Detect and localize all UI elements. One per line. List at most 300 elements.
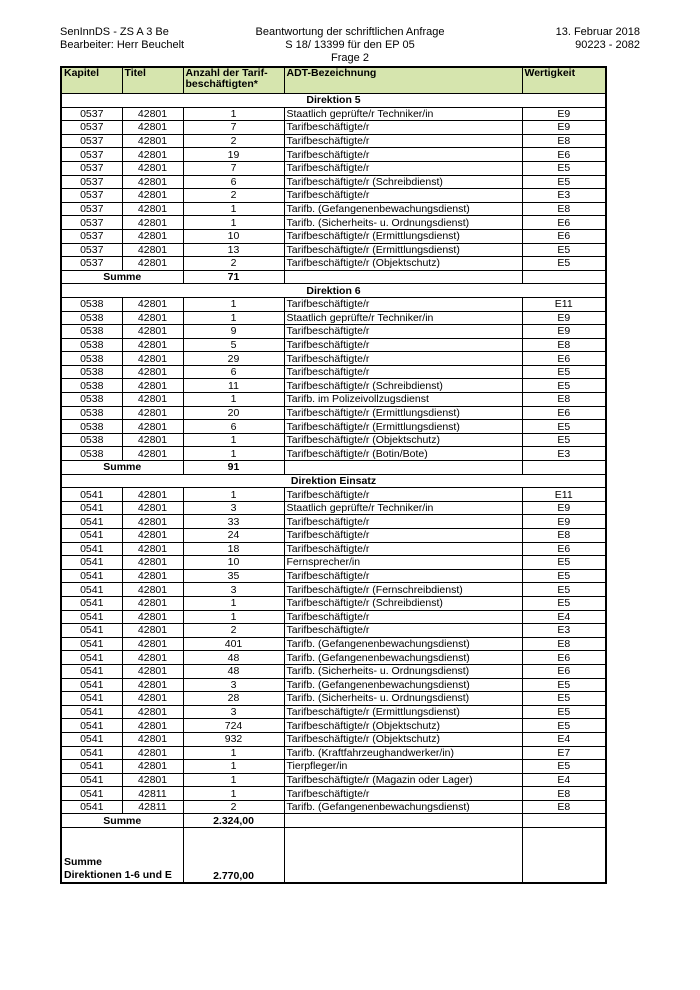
cell-wertigkeit: E6 xyxy=(522,352,606,366)
table-row xyxy=(61,202,606,216)
cell-adt: Tarifbeschäftigte/r (Botin/Bote) xyxy=(284,447,522,461)
cell-titel: 42801 xyxy=(122,760,183,774)
table-row xyxy=(61,175,606,189)
cell-wertigkeit: E8 xyxy=(522,202,606,216)
cell-wertigkeit: E5 xyxy=(522,556,606,570)
cell-anzahl: 1 xyxy=(183,760,284,774)
cell-wertigkeit: E6 xyxy=(522,216,606,230)
table-row xyxy=(61,515,606,529)
cell-titel: 42801 xyxy=(122,148,183,162)
cell-kapitel: 0541 xyxy=(61,637,122,651)
table-row xyxy=(61,257,606,271)
cell-kapitel: 0541 xyxy=(61,692,122,706)
cell-anzahl: 1 xyxy=(183,596,284,610)
cell-anzahl: 1 xyxy=(183,787,284,801)
table-row xyxy=(61,773,606,787)
cell-kapitel: 0538 xyxy=(61,365,122,379)
cell-wertigkeit: E8 xyxy=(522,134,606,148)
cell-adt: Tarifb. (Sicherheits- u. Ordnungsdienst) xyxy=(284,692,522,706)
cell-adt: Tarifbeschäftigte/r (Objektschutz) xyxy=(284,433,522,447)
cell-titel: 42801 xyxy=(122,610,183,624)
cell-wertigkeit: E3 xyxy=(522,189,606,203)
col-header-anzahl: Anzahl der Tarif-beschäftigten* xyxy=(183,67,284,94)
cell-adt: Tarifbeschäftigte/r xyxy=(284,529,522,543)
cell-wertigkeit: E8 xyxy=(522,637,606,651)
cell-titel: 42801 xyxy=(122,732,183,746)
cell-wertigkeit: E9 xyxy=(522,515,606,529)
cell-titel: 42801 xyxy=(122,352,183,366)
cell-kapitel: 0537 xyxy=(61,134,122,148)
table-row xyxy=(61,420,606,434)
cell-titel: 42801 xyxy=(122,447,183,461)
group-header-row xyxy=(61,474,606,488)
grand-total-row xyxy=(61,828,606,884)
cell-anzahl: 5 xyxy=(183,338,284,352)
table-row xyxy=(61,760,606,774)
cell-anzahl: 1 xyxy=(183,311,284,325)
cell-anzahl: 1 xyxy=(183,447,284,461)
cell-titel: 42801 xyxy=(122,556,183,570)
cell-kapitel: 0537 xyxy=(61,107,122,121)
table-row xyxy=(61,637,606,651)
cell-titel: 42801 xyxy=(122,134,183,148)
cell-adt: Tarifbeschäftigte/r xyxy=(284,515,522,529)
cell-anzahl: 2 xyxy=(183,257,284,271)
cell-titel: 42801 xyxy=(122,705,183,719)
cell-adt: Tarifbeschäftigte/r (Objektschutz) xyxy=(284,257,522,271)
sum-empty-wertigkeit xyxy=(522,814,606,828)
cell-titel: 42801 xyxy=(122,311,183,325)
cell-adt: Tarifbeschäftigte/r xyxy=(284,488,522,502)
cell-wertigkeit: E6 xyxy=(522,406,606,420)
cell-kapitel: 0538 xyxy=(61,338,122,352)
header-question: Frage 2 xyxy=(331,52,369,64)
cell-kapitel: 0537 xyxy=(61,161,122,175)
table-row xyxy=(61,678,606,692)
cell-wertigkeit: E6 xyxy=(522,148,606,162)
cell-anzahl: 3 xyxy=(183,705,284,719)
cell-kapitel: 0541 xyxy=(61,529,122,543)
table-row xyxy=(61,338,606,352)
cell-wertigkeit: E8 xyxy=(522,800,606,814)
cell-titel: 42801 xyxy=(122,393,183,407)
table-row xyxy=(61,705,606,719)
cell-adt: Tarifb. (Gefangenenbewachungsdienst) xyxy=(284,800,522,814)
table-row xyxy=(61,325,606,339)
cell-anzahl: 6 xyxy=(183,365,284,379)
cell-kapitel: 0537 xyxy=(61,243,122,257)
cell-anzahl: 7 xyxy=(183,161,284,175)
cell-anzahl: 1 xyxy=(183,107,284,121)
cell-anzahl: 932 xyxy=(183,732,284,746)
cell-titel: 42801 xyxy=(122,107,183,121)
cell-titel: 42801 xyxy=(122,746,183,760)
cell-anzahl: 19 xyxy=(183,148,284,162)
cell-kapitel: 0537 xyxy=(61,216,122,230)
table-row xyxy=(61,624,606,638)
cell-wertigkeit: E3 xyxy=(522,447,606,461)
cell-wertigkeit: E8 xyxy=(522,338,606,352)
table-row xyxy=(61,121,606,135)
table-row xyxy=(61,529,606,543)
cell-adt: Tarifbeschäftigte/r xyxy=(284,161,522,175)
table-row xyxy=(61,583,606,597)
cell-titel: 42801 xyxy=(122,325,183,339)
cell-anzahl: 1 xyxy=(183,773,284,787)
cell-kapitel: 0541 xyxy=(61,515,122,529)
cell-wertigkeit: E5 xyxy=(522,678,606,692)
cell-wertigkeit: E5 xyxy=(522,420,606,434)
cell-kapitel: 0538 xyxy=(61,297,122,311)
cell-wertigkeit: E6 xyxy=(522,664,606,678)
cell-adt: Tarifbeschäftigte/r xyxy=(284,569,522,583)
cell-kapitel: 0537 xyxy=(61,121,122,135)
cell-anzahl: 35 xyxy=(183,569,284,583)
col-header-kapitel: Kapitel xyxy=(61,67,122,94)
header-department: SenInnDS - ZS A 3 Be xyxy=(60,26,169,38)
cell-adt: Tarifbeschäftigte/r xyxy=(284,297,522,311)
cell-titel: 42801 xyxy=(122,297,183,311)
cell-titel: 42811 xyxy=(122,800,183,814)
cell-adt: Tarifbeschäftigte/r (Objektschutz) xyxy=(284,732,522,746)
cell-titel: 42801 xyxy=(122,202,183,216)
cell-wertigkeit: E7 xyxy=(522,746,606,760)
cell-titel: 42811 xyxy=(122,787,183,801)
cell-anzahl: 401 xyxy=(183,637,284,651)
cell-anzahl: 2 xyxy=(183,189,284,203)
sum-value: 91 xyxy=(183,461,284,475)
cell-wertigkeit: E8 xyxy=(522,393,606,407)
cell-adt: Tarifbeschäftigte/r xyxy=(284,610,522,624)
table-row xyxy=(61,216,606,230)
table-row xyxy=(61,610,606,624)
cell-adt: Tarifb. im Polizeivollzugsdienst xyxy=(284,393,522,407)
grand-total-label-line: Direktionen 1-6 und E xyxy=(64,869,172,882)
cell-adt: Tarifbeschäftigte/r xyxy=(284,352,522,366)
sum-label: Summe xyxy=(61,270,183,284)
sum-label: Summe xyxy=(61,814,183,828)
cell-anzahl: 9 xyxy=(183,325,284,339)
cell-adt: Tarifbeschäftigte/r xyxy=(284,121,522,135)
grand-total-value: 2.770,00 xyxy=(183,828,284,884)
cell-kapitel: 0538 xyxy=(61,447,122,461)
cell-anzahl: 1 xyxy=(183,746,284,760)
cell-kapitel: 0541 xyxy=(61,501,122,515)
cell-adt: Tarifb. (Gefangenenbewachungsdienst) xyxy=(284,637,522,651)
table-row xyxy=(61,596,606,610)
cell-adt: Tarifb. (Gefangenenbewachungsdienst) xyxy=(284,678,522,692)
cell-kapitel: 0541 xyxy=(61,746,122,760)
table-row xyxy=(61,556,606,570)
cell-wertigkeit: E9 xyxy=(522,325,606,339)
table-row xyxy=(61,664,606,678)
cell-wertigkeit: E5 xyxy=(522,433,606,447)
cell-anzahl: 6 xyxy=(183,420,284,434)
cell-adt: Tarifbeschäftigte/r xyxy=(284,338,522,352)
cell-titel: 42801 xyxy=(122,678,183,692)
cell-adt: Tarifbeschäftigte/r (Ermittlungsdienst) xyxy=(284,229,522,243)
cell-anzahl: 48 xyxy=(183,664,284,678)
cell-wertigkeit: E5 xyxy=(522,583,606,597)
cell-adt: Staatlich geprüfte/r Techniker/in xyxy=(284,311,522,325)
cell-anzahl: 29 xyxy=(183,352,284,366)
group-title: Direktion Einsatz xyxy=(61,474,606,488)
cell-titel: 42801 xyxy=(122,488,183,502)
cell-wertigkeit: E5 xyxy=(522,243,606,257)
header-center xyxy=(60,26,640,65)
cell-titel: 42801 xyxy=(122,583,183,597)
cell-anzahl: 7 xyxy=(183,121,284,135)
sum-empty-adt xyxy=(284,814,522,828)
group-title: Direktion 6 xyxy=(61,284,606,298)
cell-kapitel: 0537 xyxy=(61,229,122,243)
cell-adt: Tarifbeschäftigte/r (Ermittlungsdienst) xyxy=(284,406,522,420)
cell-titel: 42801 xyxy=(122,365,183,379)
cell-kapitel: 0537 xyxy=(61,189,122,203)
header-date: 13. Februar 2018 xyxy=(555,26,640,38)
cell-wertigkeit: E6 xyxy=(522,229,606,243)
cell-anzahl: 2 xyxy=(183,624,284,638)
group-title: Direktion 5 xyxy=(61,94,606,108)
cell-adt: Tarifbeschäftigte/r (Magazin oder Lager) xyxy=(284,773,522,787)
cell-titel: 42801 xyxy=(122,189,183,203)
table-row xyxy=(61,352,606,366)
cell-adt: Tarifbeschäftigte/r (Ermittlungsdienst) xyxy=(284,243,522,257)
cell-wertigkeit: E11 xyxy=(522,297,606,311)
cell-wertigkeit: E9 xyxy=(522,107,606,121)
table-row xyxy=(61,732,606,746)
cell-adt: Tarifbeschäftigte/r xyxy=(284,134,522,148)
table-row xyxy=(61,161,606,175)
table-row xyxy=(61,542,606,556)
table-row xyxy=(61,379,606,393)
table-row xyxy=(61,488,606,502)
cell-wertigkeit: E6 xyxy=(522,542,606,556)
cell-titel: 42801 xyxy=(122,229,183,243)
cell-anzahl: 48 xyxy=(183,651,284,665)
cell-adt: Tarifbeschäftigte/r xyxy=(284,189,522,203)
cell-titel: 42801 xyxy=(122,664,183,678)
table-row xyxy=(61,800,606,814)
cell-titel: 42801 xyxy=(122,257,183,271)
cell-wertigkeit: E5 xyxy=(522,719,606,733)
table-row xyxy=(61,787,606,801)
cell-kapitel: 0541 xyxy=(61,800,122,814)
cell-wertigkeit: E4 xyxy=(522,610,606,624)
cell-anzahl: 28 xyxy=(183,692,284,706)
col-header-wertigkeit: Wertigkeit xyxy=(522,67,606,94)
header-right xyxy=(556,26,640,52)
table-row xyxy=(61,134,606,148)
cell-adt: Tarifbeschäftigte/r xyxy=(284,787,522,801)
cell-kapitel: 0541 xyxy=(61,651,122,665)
cell-kapitel: 0541 xyxy=(61,664,122,678)
cell-titel: 42801 xyxy=(122,542,183,556)
cell-anzahl: 3 xyxy=(183,583,284,597)
cell-titel: 42801 xyxy=(122,692,183,706)
cell-adt: Tierpfleger/in xyxy=(284,760,522,774)
cell-wertigkeit: E11 xyxy=(522,488,606,502)
cell-wertigkeit: E9 xyxy=(522,501,606,515)
col-header-titel: Titel xyxy=(122,67,183,94)
cell-adt: Tarifbeschäftigte/r xyxy=(284,325,522,339)
cell-wertigkeit: E8 xyxy=(522,787,606,801)
cell-wertigkeit: E5 xyxy=(522,257,606,271)
table-row xyxy=(61,229,606,243)
cell-titel: 42801 xyxy=(122,379,183,393)
cell-titel: 42801 xyxy=(122,175,183,189)
cell-titel: 42801 xyxy=(122,420,183,434)
cell-wertigkeit: E4 xyxy=(522,732,606,746)
table-body xyxy=(61,94,606,884)
cell-anzahl: 1 xyxy=(183,297,284,311)
cell-wertigkeit: E9 xyxy=(522,121,606,135)
cell-kapitel: 0538 xyxy=(61,393,122,407)
cell-adt: Staatlich geprüfte/r Techniker/in xyxy=(284,501,522,515)
cell-kapitel: 0541 xyxy=(61,569,122,583)
cell-kapitel: 0541 xyxy=(61,705,122,719)
cell-anzahl: 3 xyxy=(183,678,284,692)
cell-anzahl: 1 xyxy=(183,433,284,447)
group-header-row xyxy=(61,284,606,298)
cell-kapitel: 0541 xyxy=(61,488,122,502)
table-row xyxy=(61,243,606,257)
cell-anzahl: 13 xyxy=(183,243,284,257)
cell-kapitel: 0541 xyxy=(61,542,122,556)
cell-titel: 42801 xyxy=(122,596,183,610)
cell-titel: 42801 xyxy=(122,624,183,638)
cell-titel: 42801 xyxy=(122,121,183,135)
sum-empty-adt xyxy=(284,461,522,475)
cell-wertigkeit: E3 xyxy=(522,624,606,638)
cell-anzahl: 1 xyxy=(183,488,284,502)
cell-adt: Tarifbeschäftigte/r (Objektschutz) xyxy=(284,719,522,733)
cell-adt: Tarifb. (Sicherheits- u. Ordnungsdienst) xyxy=(284,216,522,230)
table-row xyxy=(61,311,606,325)
cell-anzahl: 1 xyxy=(183,202,284,216)
cell-wertigkeit: E5 xyxy=(522,760,606,774)
cell-adt: Tarifbeschäftigte/r (Schreibdienst) xyxy=(284,379,522,393)
cell-kapitel: 0537 xyxy=(61,257,122,271)
cell-titel: 42801 xyxy=(122,515,183,529)
cell-kapitel: 0541 xyxy=(61,583,122,597)
cell-wertigkeit: E5 xyxy=(522,705,606,719)
sum-empty-wertigkeit xyxy=(522,461,606,475)
cell-wertigkeit: E5 xyxy=(522,569,606,583)
cell-kapitel: 0538 xyxy=(61,406,122,420)
cell-anzahl: 10 xyxy=(183,556,284,570)
cell-adt: Tarifb. (Kraftfahrzeughandwerker/in) xyxy=(284,746,522,760)
cell-kapitel: 0541 xyxy=(61,760,122,774)
cell-adt: Fernsprecher/in xyxy=(284,556,522,570)
sum-value: 71 xyxy=(183,270,284,284)
cell-kapitel: 0541 xyxy=(61,610,122,624)
cell-kapitel: 0538 xyxy=(61,325,122,339)
table-row xyxy=(61,501,606,515)
cell-kapitel: 0541 xyxy=(61,773,122,787)
group-sum-row xyxy=(61,270,606,284)
staff-table xyxy=(60,66,607,884)
table-row xyxy=(61,569,606,583)
cell-kapitel: 0537 xyxy=(61,202,122,216)
cell-titel: 42801 xyxy=(122,338,183,352)
table-row xyxy=(61,651,606,665)
cell-wertigkeit: E6 xyxy=(522,651,606,665)
group-sum-row xyxy=(61,814,606,828)
cell-titel: 42801 xyxy=(122,161,183,175)
header-subject: Beantwortung der schriftlichen Anfrage xyxy=(255,26,445,38)
cell-titel: 42801 xyxy=(122,569,183,583)
cell-adt: Tarifb. (Gefangenenbewachungsdienst) xyxy=(284,651,522,665)
group-sum-row xyxy=(61,461,606,475)
page-header xyxy=(60,26,640,66)
cell-titel: 42801 xyxy=(122,501,183,515)
cell-adt: Tarifbeschäftigte/r xyxy=(284,365,522,379)
table-row xyxy=(61,189,606,203)
cell-adt: Tarifbeschäftigte/r (Ermittlungsdienst) xyxy=(284,420,522,434)
cell-anzahl: 2 xyxy=(183,134,284,148)
cell-titel: 42801 xyxy=(122,773,183,787)
cell-kapitel: 0537 xyxy=(61,175,122,189)
cell-kapitel: 0538 xyxy=(61,379,122,393)
cell-adt: Tarifbeschäftigte/r xyxy=(284,148,522,162)
cell-wertigkeit: E5 xyxy=(522,692,606,706)
cell-wertigkeit: E5 xyxy=(522,161,606,175)
cell-anzahl: 18 xyxy=(183,542,284,556)
cell-anzahl: 1 xyxy=(183,393,284,407)
cell-titel: 42801 xyxy=(122,216,183,230)
cell-kapitel: 0537 xyxy=(61,148,122,162)
sum-value: 2.324,00 xyxy=(183,814,284,828)
cell-anzahl: 11 xyxy=(183,379,284,393)
cell-anzahl: 1 xyxy=(183,610,284,624)
group-header-row xyxy=(61,94,606,108)
cell-anzahl: 724 xyxy=(183,719,284,733)
cell-kapitel: 0538 xyxy=(61,433,122,447)
cell-wertigkeit: E8 xyxy=(522,529,606,543)
header-reference: S 18/ 13399 für den EP 05 xyxy=(285,39,415,51)
sum-label: Summe xyxy=(61,461,183,475)
cell-kapitel: 0541 xyxy=(61,624,122,638)
cell-anzahl: 2 xyxy=(183,800,284,814)
table-row xyxy=(61,746,606,760)
cell-adt: Tarifb. (Sicherheits- u. Ordnungsdienst) xyxy=(284,664,522,678)
table-row xyxy=(61,297,606,311)
cell-titel: 42801 xyxy=(122,719,183,733)
cell-wertigkeit: E5 xyxy=(522,596,606,610)
cell-anzahl: 33 xyxy=(183,515,284,529)
cell-adt: Tarifbeschäftigte/r (Ermittlungsdienst) xyxy=(284,705,522,719)
cell-adt: Tarifbeschäftigte/r (Schreibdienst) xyxy=(284,596,522,610)
cell-kapitel: 0538 xyxy=(61,420,122,434)
cell-adt: Tarifbeschäftigte/r (Fernschreibdienst) xyxy=(284,583,522,597)
cell-titel: 42801 xyxy=(122,651,183,665)
total-empty-wertigkeit xyxy=(522,828,606,884)
grand-total-label-line: Summe xyxy=(64,856,102,869)
cell-anzahl: 1 xyxy=(183,216,284,230)
cell-anzahl: 3 xyxy=(183,501,284,515)
table-row xyxy=(61,433,606,447)
cell-kapitel: 0541 xyxy=(61,787,122,801)
table-row xyxy=(61,365,606,379)
cell-wertigkeit: E5 xyxy=(522,379,606,393)
sum-empty-adt xyxy=(284,270,522,284)
table-row xyxy=(61,107,606,121)
cell-adt: Staatlich geprüfte/r Techniker/in xyxy=(284,107,522,121)
cell-adt: Tarifbeschäftigte/r (Schreibdienst) xyxy=(284,175,522,189)
cell-wertigkeit: E5 xyxy=(522,175,606,189)
cell-kapitel: 0541 xyxy=(61,732,122,746)
